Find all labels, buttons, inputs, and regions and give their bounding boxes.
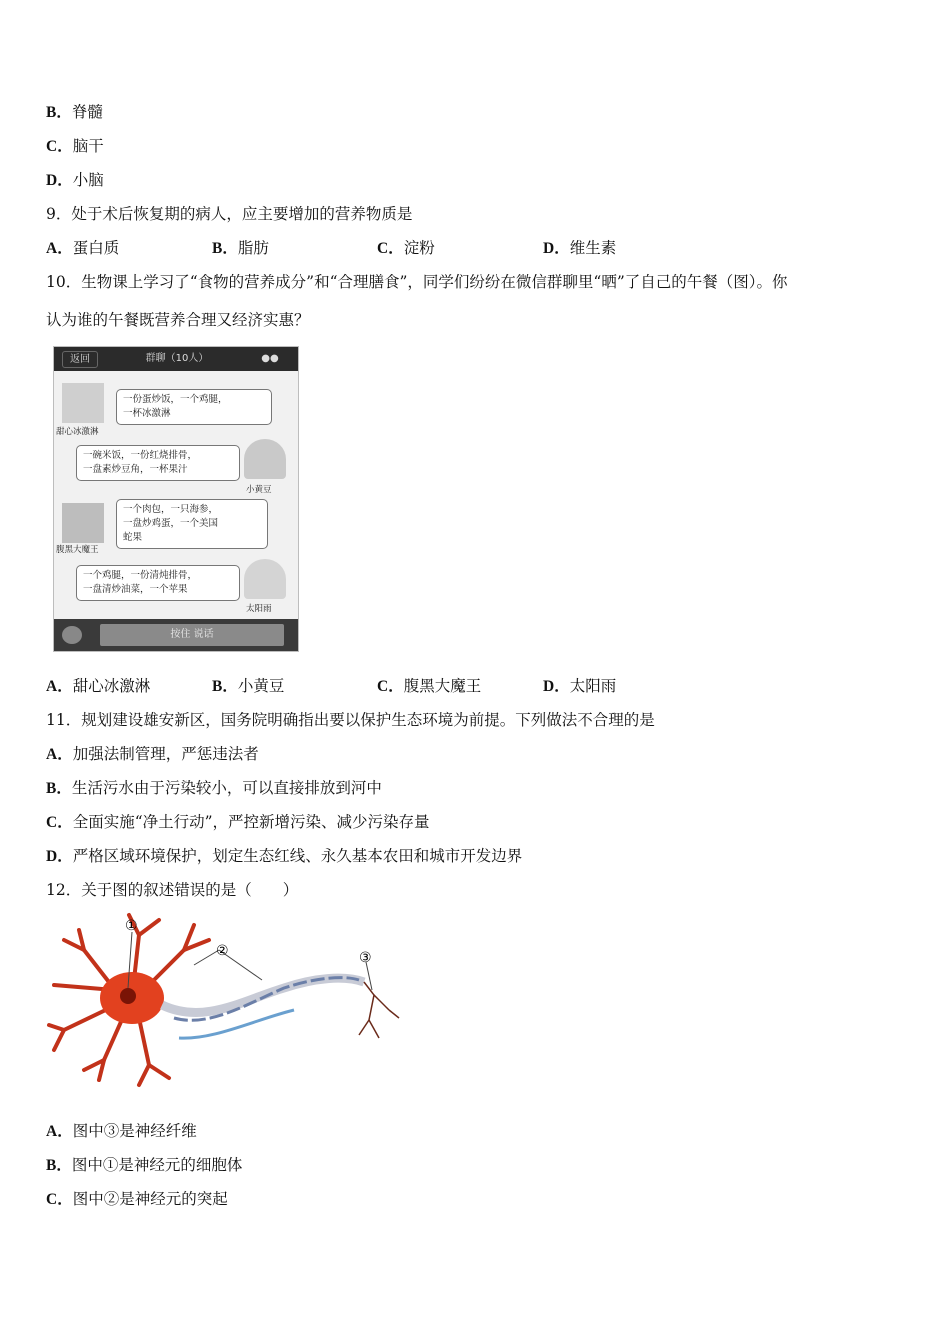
voice-icon	[62, 626, 82, 644]
avatar-tianxin	[62, 383, 104, 423]
option-letter: D．	[46, 172, 73, 189]
q12-option-b[interactable]	[46, 1155, 242, 1176]
option-letter: B．	[212, 678, 238, 695]
label-1: ①	[125, 918, 138, 934]
chat-bubble	[76, 445, 240, 481]
option-text: 小黄豆	[237, 677, 285, 695]
option-letter: D．	[46, 848, 73, 865]
q9-stem: 9．处于术后恢复期的病人，应主要增加的营养物质是	[46, 205, 413, 223]
option-letter: D．	[543, 678, 570, 695]
chat-bubble	[116, 389, 272, 425]
label-2: ②	[216, 943, 229, 959]
sender-name: 甜心冰激淋	[56, 427, 99, 437]
bubble-line: 一盘清炒油菜，一个苹果	[83, 584, 188, 595]
wechat-group-chat-image	[53, 346, 299, 652]
option-letter: C．	[377, 678, 404, 695]
q9-option-d[interactable]	[543, 238, 616, 259]
q12-option-c[interactable]	[46, 1189, 228, 1210]
q8-option-d[interactable]	[46, 170, 104, 191]
axon-terminal	[359, 982, 399, 1038]
chat-header	[54, 347, 298, 371]
bubble-line: 一盘素炒豆角，一杯果汁	[83, 464, 188, 475]
option-text: 蛋白质	[72, 239, 120, 257]
q10-option-c[interactable]	[377, 676, 481, 697]
q10-options-row	[46, 676, 746, 696]
option-letter: C．	[46, 138, 73, 155]
option-letter: C．	[377, 240, 404, 257]
option-text: 图中①是神经元的细胞体	[71, 1156, 243, 1174]
option-text: 脂肪	[237, 239, 269, 257]
sender-name: 腹黑大魔王	[56, 545, 99, 555]
option-text: 加强法制管理，严惩违法者	[72, 745, 259, 763]
option-letter: A．	[46, 240, 73, 257]
option-text: 腹黑大魔王	[403, 677, 482, 695]
bubble-line: 一个鸡腿，一份清炖排骨，	[83, 570, 198, 581]
option-letter: C．	[46, 1191, 73, 1208]
q9-options-row	[46, 238, 746, 258]
chat-bubble	[116, 499, 268, 549]
q8-option-b[interactable]	[46, 102, 103, 123]
sender-name: 小黄豆	[246, 485, 272, 495]
hold-to-talk-button: 按住 说话	[100, 624, 284, 646]
q8-option-c[interactable]	[46, 136, 104, 157]
option-letter: A．	[46, 1123, 73, 1140]
avatar-taiyangyu	[244, 559, 286, 599]
neuron-figure	[44, 910, 404, 1090]
option-text: 图中③是神经纤维	[72, 1122, 197, 1140]
option-text: 淀粉	[403, 239, 435, 257]
option-text: 太阳雨	[569, 677, 617, 695]
q12-stem: 12．关于图的叙述错误的是（ ）	[46, 881, 299, 899]
option-text: 脑干	[72, 137, 104, 155]
bubble-line: 一盘炒鸡蛋，一个美国	[123, 518, 219, 529]
bubble-line: 一杯冰激淋	[123, 408, 171, 419]
chat-back-button: 返回	[62, 351, 98, 368]
q9-option-a[interactable]	[46, 238, 119, 259]
nucleus	[120, 988, 136, 1004]
q11-option-c[interactable]	[46, 812, 430, 833]
avatar-fuhei	[62, 503, 104, 543]
q10-option-b[interactable]	[212, 676, 284, 697]
option-text: 图中②是神经元的突起	[72, 1190, 228, 1208]
chat-bubble	[76, 565, 240, 601]
q10-stem-line2: 认为谁的午餐既营养合理又经济实惠？	[46, 311, 310, 329]
option-text: 全面实施“净土行动”，严控新增污染、减少污染存量	[72, 813, 430, 831]
option-text: 生活污水由于污染较小，可以直接排放到河中	[71, 779, 382, 797]
option-text: 小脑	[72, 171, 104, 189]
option-letter: B．	[46, 104, 72, 121]
bubble-line: 一个肉包，一只海参，	[123, 504, 219, 515]
bubble-line: 一碗米饭，一份红烧排骨，	[83, 450, 198, 461]
sender-name: 太阳雨	[246, 604, 272, 614]
option-text: 维生素	[569, 239, 617, 257]
group-members-icon: ●●	[261, 353, 279, 364]
q9-option-b[interactable]	[212, 238, 269, 259]
q10-option-d[interactable]	[543, 676, 616, 697]
q9-option-c[interactable]	[377, 238, 435, 259]
chat-input-bar	[54, 619, 298, 651]
avatar-xiaohuangdou	[244, 439, 286, 479]
q11-stem: 11．规划建设雄安新区，国务院明确指出要以保护生态环境为前提。下列做法不合理的是	[46, 711, 655, 729]
option-letter: D．	[543, 240, 570, 257]
option-letter: C．	[46, 814, 73, 831]
option-letter: A．	[46, 678, 73, 695]
label-3: ③	[359, 950, 372, 966]
q11-option-a[interactable]	[46, 744, 259, 765]
q10-stem-line1: 10．生物课上学习了“食物的营养成分”和“合理膳食”，同学们纷纷在微信群聊里“晒”了自己的午餐（图）。你	[46, 273, 788, 291]
q11-option-d[interactable]	[46, 846, 522, 867]
option-letter: B．	[46, 1157, 72, 1174]
option-text: 脊髓	[71, 103, 103, 121]
option-text: 严格区域环境保护，划定生态红线、永久基本农田和城市开发边界	[72, 847, 523, 865]
option-letter: B．	[212, 240, 238, 257]
bubble-line: 蛇果	[123, 532, 143, 543]
bubble-line: 一份蛋炒饭，一个鸡腿，	[123, 394, 228, 405]
option-text: 甜心冰激淋	[72, 677, 151, 695]
q10-option-a[interactable]	[46, 676, 150, 697]
q12-option-a[interactable]	[46, 1121, 197, 1142]
axon	[162, 978, 364, 1012]
option-letter: B．	[46, 780, 72, 797]
q11-option-b[interactable]	[46, 778, 382, 799]
chat-title: 群聊（10人）	[145, 353, 209, 364]
option-letter: A．	[46, 746, 73, 763]
